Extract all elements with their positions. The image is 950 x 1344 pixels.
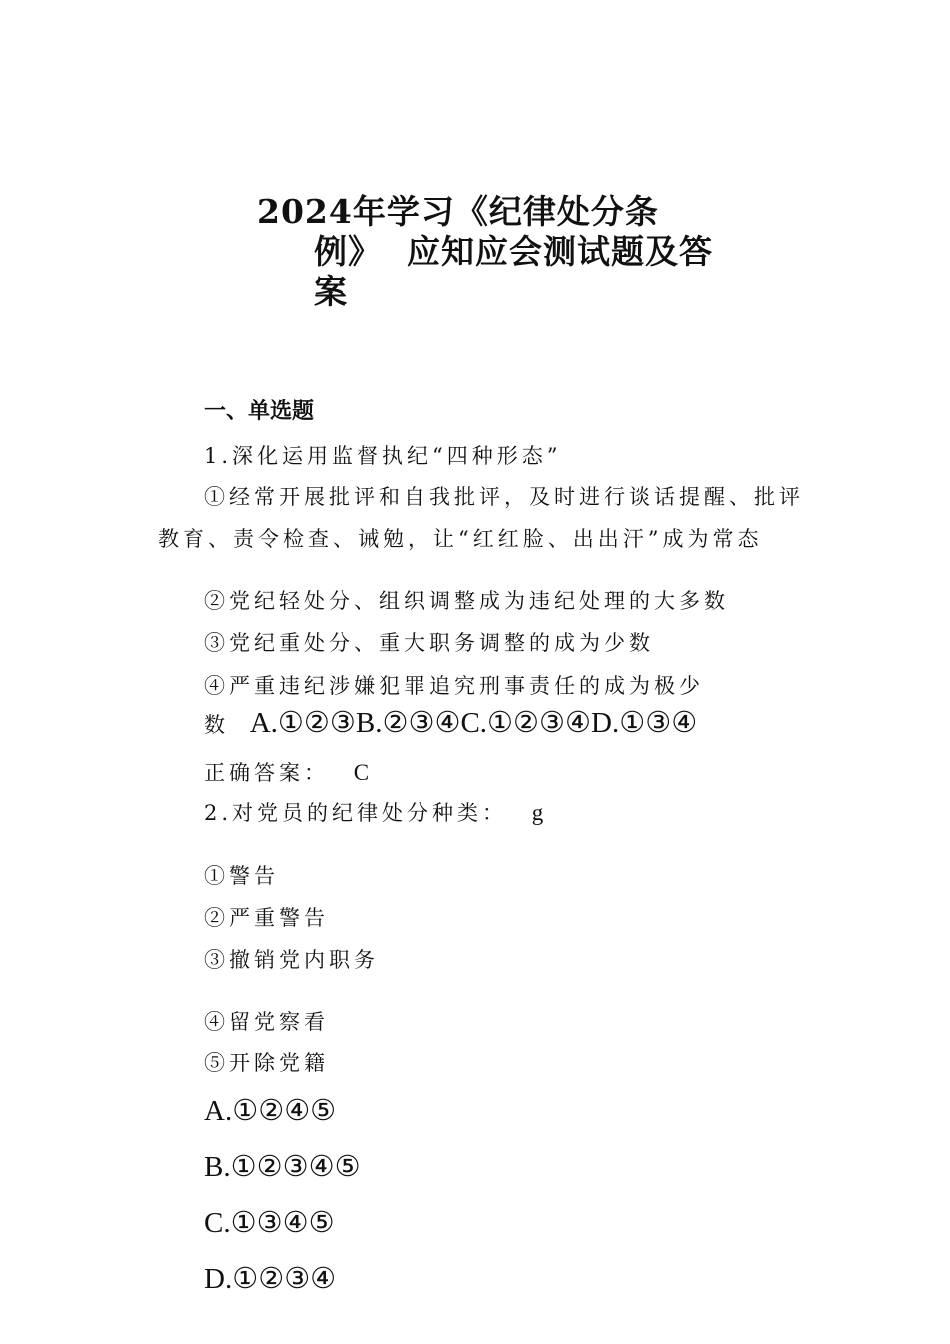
question-2-item-2: ②严重警告 (204, 906, 329, 930)
question-2-item-5: ⑤开除党籍 (204, 1051, 329, 1075)
question-1-item-1-line-2: 教育、责令检查、诫勉，让“红红脸、出出汗”成为常态 (158, 527, 763, 551)
document-title-line-1: 2024年学习《纪律处分条 (257, 192, 659, 231)
question-1-item-3: ③党纪重处分、重大职务调整的成为少数 (204, 631, 654, 655)
question-1-item-2: ②党纪轻处分、组织调整成为违纪处理的大多数 (204, 589, 729, 613)
document-title-line-2: 例》 应知应会测试题及答 (314, 232, 713, 271)
question-2-option-b: B.①②③④⑤ (204, 1151, 361, 1183)
question-1-item-4-line-1: ④严重违纪涉嫌犯罪追究刑事责任的成为极少 (204, 674, 704, 698)
section-heading: 一、单选题 (204, 399, 315, 424)
question-1-item-4-line-2 (204, 705, 697, 740)
question-2-option-d: D.①②③④ (204, 1263, 337, 1295)
answer-label: 正确答案： (204, 761, 329, 785)
document-title-line-3: 案 (314, 272, 348, 311)
question-2-item-4: ④留党察看 (204, 1010, 329, 1034)
question-2-option-c: C.①③④⑤ (204, 1207, 335, 1239)
answer-value: C (353, 760, 370, 785)
question-1-stem: 1.深化运用监督执纪“四种形态” (204, 444, 562, 468)
question-1-answer (204, 757, 369, 787)
question-2-item-1: ①警告 (204, 864, 279, 888)
question-2-stem-suffix: g (531, 800, 544, 825)
question-2-stem-text: 2.对党员的纪律处分种类： (204, 801, 508, 825)
question-1-item-4-tail: 数 (204, 713, 229, 737)
question-2-item-3: ③撤销党内职务 (204, 948, 379, 972)
question-1-item-1-line-1: ①经常开展批评和自我批评，及时进行谈话提醒、批评 (204, 485, 804, 509)
question-1-options: A.①②③B.②③④C.①②③④D.①③④ (249, 707, 698, 739)
question-2-option-a: A.①②④⑤ (204, 1095, 337, 1127)
question-2-stem (204, 797, 543, 827)
